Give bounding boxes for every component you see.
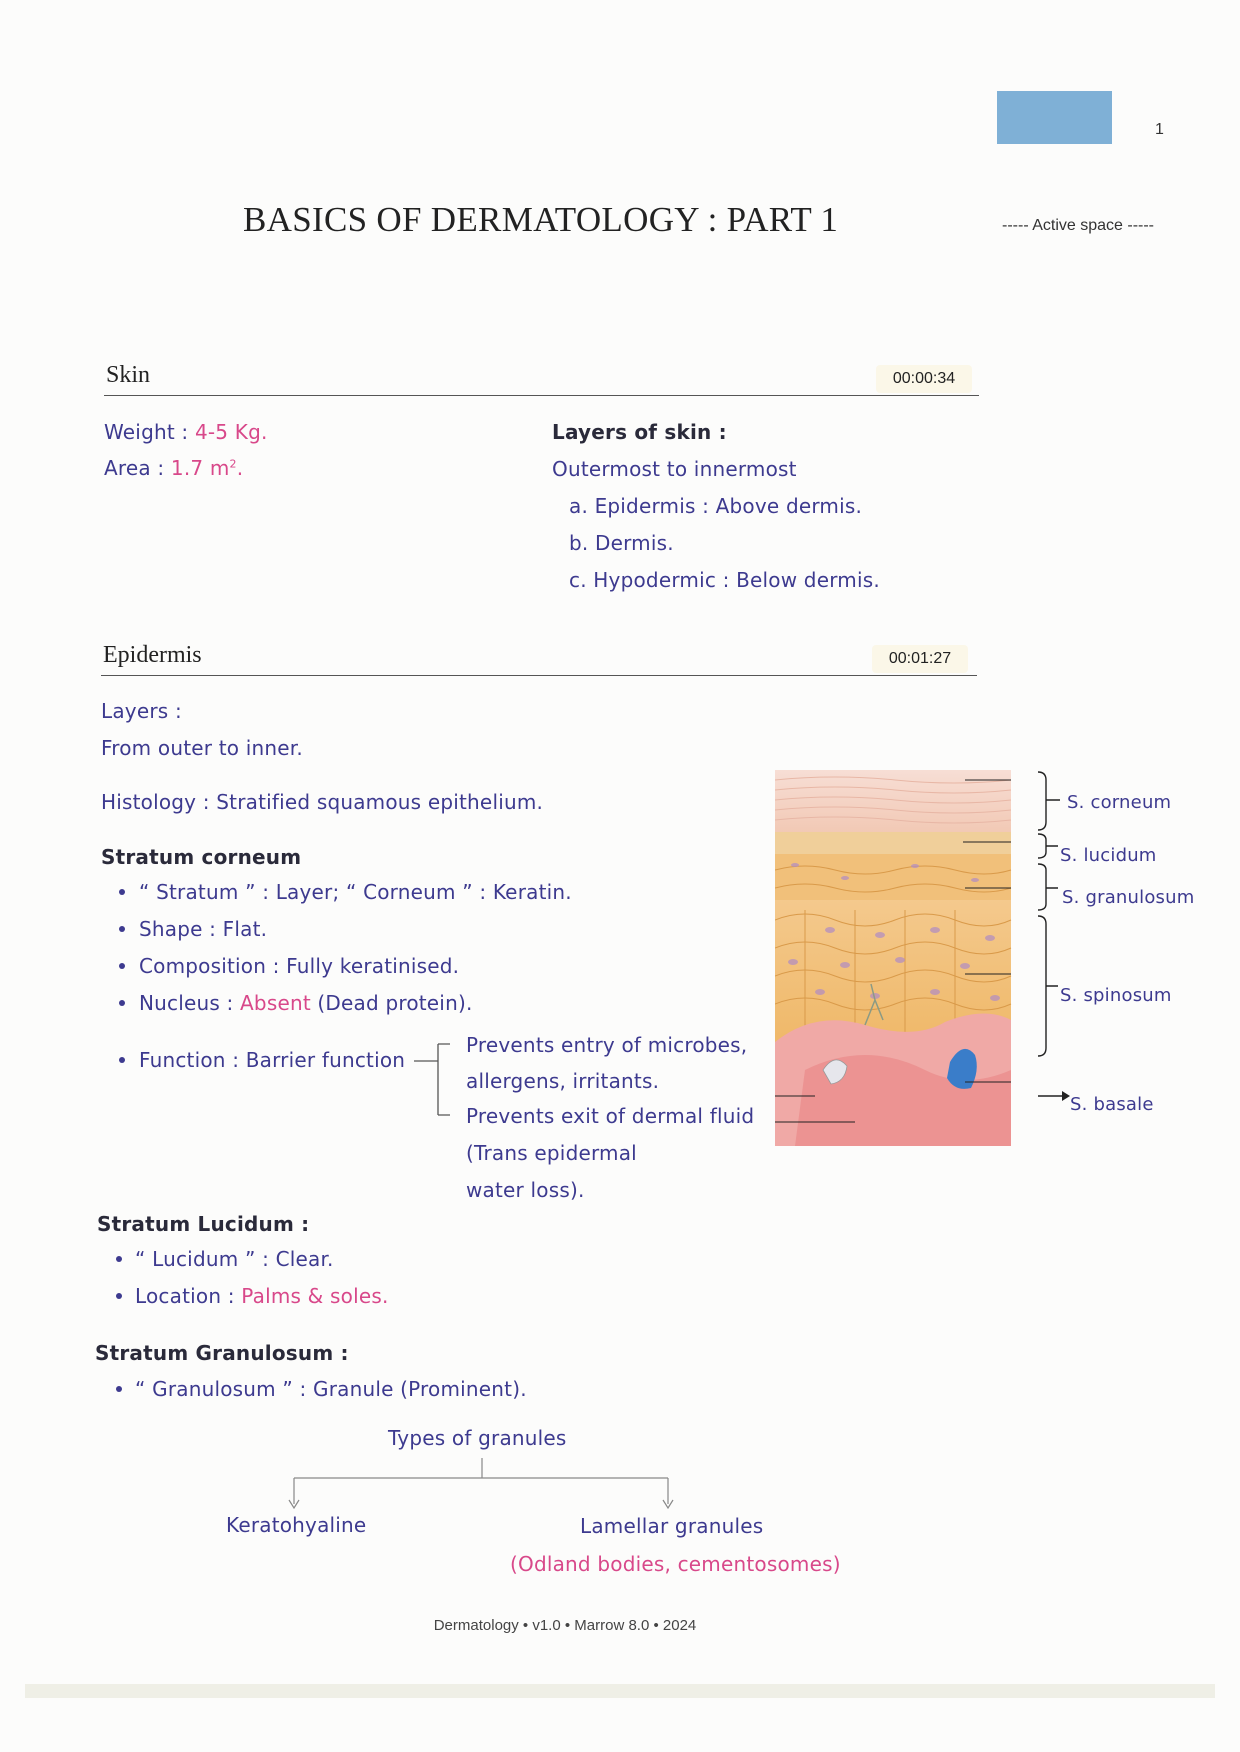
epidermis-divider <box>101 675 977 676</box>
granule-types-title: Types of granules <box>388 1426 567 1450</box>
epidermis-timestamp[interactable]: 00:01:27 <box>872 645 968 673</box>
corneum-bullet: Nucleus : Absent (Dead protein). <box>139 991 473 1015</box>
bullet-dot <box>116 1386 122 1392</box>
function-branch-text: Prevents exit of dermal fluid <box>466 1104 755 1128</box>
diagram-label-basale: S. basale <box>1070 1094 1154 1115</box>
layer-item: b. Dermis. <box>569 531 674 555</box>
layer-item: a. Epidermis : Above dermis. <box>569 494 863 518</box>
weight-line: Weight : 4-5 Kg. <box>104 420 268 444</box>
corneum-bullet: Composition : Fully keratinised. <box>139 954 460 978</box>
lamellar-synonyms: (Odland bodies, cementosomes) <box>510 1552 841 1576</box>
bullet-dot <box>119 1057 125 1063</box>
stratum-lucidum-title: Stratum Lucidum : <box>97 1212 310 1236</box>
layers-label: Layers : <box>101 699 182 723</box>
footer: Dermatology • v1.0 • Marrow 8.0 • 2024 <box>433 1617 697 1634</box>
bullet-dot <box>116 1293 122 1299</box>
diagram-label-lucidum: S. lucidum <box>1060 845 1157 866</box>
function-branch-text: (Trans epidermal <box>466 1141 637 1165</box>
scan-edge <box>25 1684 1215 1698</box>
stratum-granulosum-title: Stratum Granulosum : <box>95 1341 349 1365</box>
layer-item: c. Hypodermic : Below dermis. <box>569 568 880 592</box>
skin-divider <box>104 395 979 396</box>
bullet-dot <box>116 1256 122 1262</box>
page-title: BASICS OF DERMATOLOGY : PART 1 <box>243 200 839 239</box>
corneum-bullet: Function : Barrier function <box>139 1048 406 1072</box>
bullet-dot <box>119 963 125 969</box>
stratum-corneum-title: Stratum corneum <box>101 845 302 869</box>
page-tab <box>997 91 1112 144</box>
granule-type-lamellar: Lamellar granules <box>580 1514 764 1538</box>
function-branch-text: allergens, irritants. <box>466 1069 660 1093</box>
function-branch-text: water loss). <box>466 1178 585 1202</box>
page-number: 1 <box>1155 121 1164 138</box>
layers-order: From outer to inner. <box>101 736 303 760</box>
skin-heading: Skin <box>106 362 151 388</box>
nucleus-value: Absent <box>240 991 311 1015</box>
active-space-label: ----- Active space ----- <box>1002 217 1154 234</box>
granule-type-keratohyaline: Keratohyaline <box>226 1513 367 1537</box>
location-value: Palms & soles. <box>241 1284 389 1308</box>
diagram-label-granulosum: S. granulosum <box>1062 887 1195 908</box>
granulosum-bullet: “ Granulosum ” : Granule (Prominent). <box>135 1377 527 1401</box>
corneum-bullet: Shape : Flat. <box>139 917 268 941</box>
skin-timestamp[interactable]: 00:00:34 <box>876 365 972 393</box>
bullet-dot <box>119 1000 125 1006</box>
area-value: 1.7 $m^2$. <box>170 456 244 480</box>
histology-line: Histology : Stratified squamous epithelium. <box>101 790 544 814</box>
bullet-dot <box>119 926 125 932</box>
layer-brackets <box>1012 770 1082 1146</box>
diagram-label-corneum: S. corneum <box>1067 792 1172 813</box>
function-branch-text: Prevents entry of microbes, <box>466 1033 748 1057</box>
lucidum-bullet: “ Lucidum ” : Clear. <box>135 1247 334 1271</box>
layers-of-skin-subtitle: Outermost to innermost <box>552 457 797 481</box>
function-branch-bracket <box>410 1030 470 1120</box>
epidermis-layers-illustration <box>775 770 1015 1146</box>
epidermis-heading: Epidermis <box>103 642 202 668</box>
area-line: Area : 1.7 $m^2$. <box>104 456 244 480</box>
corneum-bullet: “ Stratum ” : Layer; “ Corneum ” : Keratin. <box>139 880 572 904</box>
bullet-dot <box>119 889 125 895</box>
granule-types-arrows <box>280 1456 680 1516</box>
weight-value: 4-5 Kg. <box>194 420 268 444</box>
diagram-label-spinosum: S. spinosum <box>1060 985 1172 1006</box>
lucidum-bullet: Location : Palms & soles. <box>135 1284 389 1308</box>
layers-of-skin-title: Layers of skin : <box>552 420 727 444</box>
